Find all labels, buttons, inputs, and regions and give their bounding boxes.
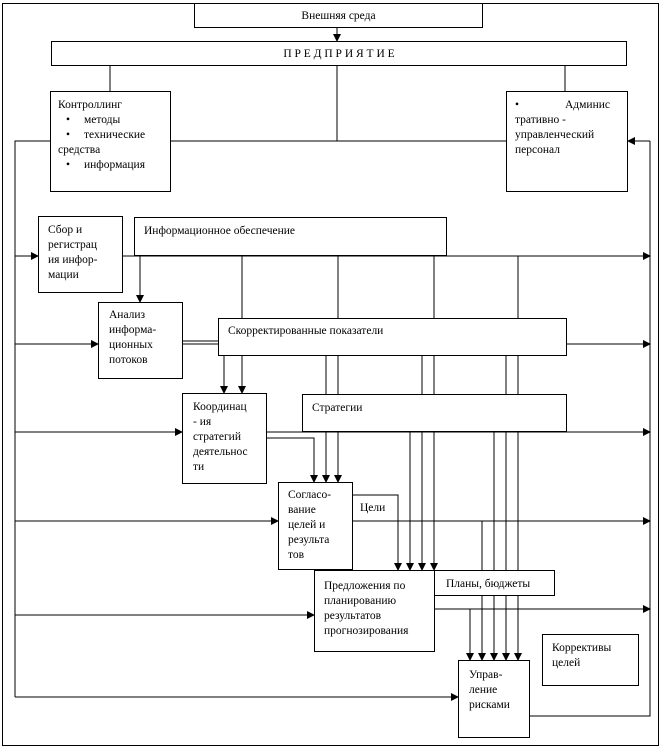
plans-budgets-label: Планы, бюджеты: [446, 578, 531, 590]
proposals-line-3: результатов: [324, 610, 382, 622]
controlling-item-information: • информация: [58, 158, 170, 173]
risk-line-2: ление: [469, 684, 498, 696]
analysis-line-1: Анализ: [109, 309, 146, 321]
controlling-item-technical: • технические средства: [58, 129, 146, 156]
goal-adjustments-line-1: Коррективы: [552, 642, 612, 654]
arrow-coordination-to-agreement: [266, 438, 314, 482]
collect-line-3: ия инфор-: [48, 254, 98, 266]
collect-line-1: Сбор и: [48, 224, 83, 236]
coordination-line-5: ти: [193, 461, 205, 473]
analysis-line-2: информа-: [109, 324, 157, 336]
goal-adjustments-box: [542, 634, 639, 686]
analysis-line-3: ционных: [109, 339, 153, 351]
risk-line-1: Управ-: [469, 669, 503, 681]
agreement-line-3: целей и: [288, 519, 326, 531]
controlling-box: [50, 91, 171, 192]
risk-management-box: [458, 660, 530, 738]
admin-staff-line-3: управленческий: [515, 129, 595, 141]
external-environment-label: Внешняя среда: [301, 10, 376, 22]
analysis-line-4: потоков: [109, 354, 148, 366]
goals-results-agreement-box: [278, 482, 353, 570]
coordination-line-2: - ия: [193, 416, 212, 428]
arrow-proposals-to-risk: [434, 609, 470, 660]
coordination-line-3: стратегий: [193, 431, 241, 443]
planning-proposals-box: [314, 570, 435, 652]
adjusted-indicators-box: [218, 318, 567, 356]
collect-line-4: мации: [48, 269, 79, 281]
external-environment-box: [194, 3, 483, 28]
strategies-box: [302, 394, 567, 432]
agreement-line-2: вание: [288, 504, 316, 516]
admin-staff-box: [506, 91, 628, 192]
goals-label: Цели: [360, 502, 386, 514]
proposals-line-2: планированию: [324, 595, 397, 607]
proposals-line-4: прогнозирования: [324, 625, 409, 637]
coordination-line-1: Координац: [193, 401, 247, 413]
controlling-item-methods: • методы: [58, 113, 170, 128]
info-support-label: Информационное обеспечение: [144, 225, 295, 237]
info-flow-analysis-box: [98, 302, 183, 379]
controlling-title: Контроллинг: [58, 99, 123, 111]
admin-staff-line-1: • Админис: [515, 99, 611, 111]
enterprise-box: [51, 41, 627, 66]
risk-line-3: рисками: [469, 699, 510, 711]
plans-budgets-box: [434, 570, 555, 596]
agreement-line-1: Согласо-: [288, 489, 332, 501]
bullet-icon: •: [515, 99, 520, 111]
strategy-coordination-box: [182, 393, 267, 484]
collect-line-2: регистрац: [48, 239, 98, 251]
adjusted-indicators-label: Скорректированные показатели: [228, 325, 384, 337]
goal-adjustments-line-2: целей: [552, 657, 581, 669]
admin-staff-line-2: тративно -: [515, 114, 566, 126]
collect-register-box: [38, 216, 123, 293]
agreement-line-5: тов: [288, 549, 305, 561]
agreement-line-4: результа: [288, 534, 330, 546]
coordination-line-4: деятельнос: [193, 446, 248, 458]
strategies-label: Стратегии: [312, 402, 363, 414]
enterprise-label: П Р Е Д П Р И Я Т И Е: [283, 48, 395, 60]
bullet-icon: •: [66, 129, 71, 141]
bullet-icon: •: [66, 114, 71, 126]
bullet-icon: •: [66, 159, 71, 171]
proposals-line-1: Предложения по: [324, 580, 406, 592]
admin-staff-line-4: персонал: [515, 144, 560, 156]
info-support-box: [134, 217, 447, 256]
